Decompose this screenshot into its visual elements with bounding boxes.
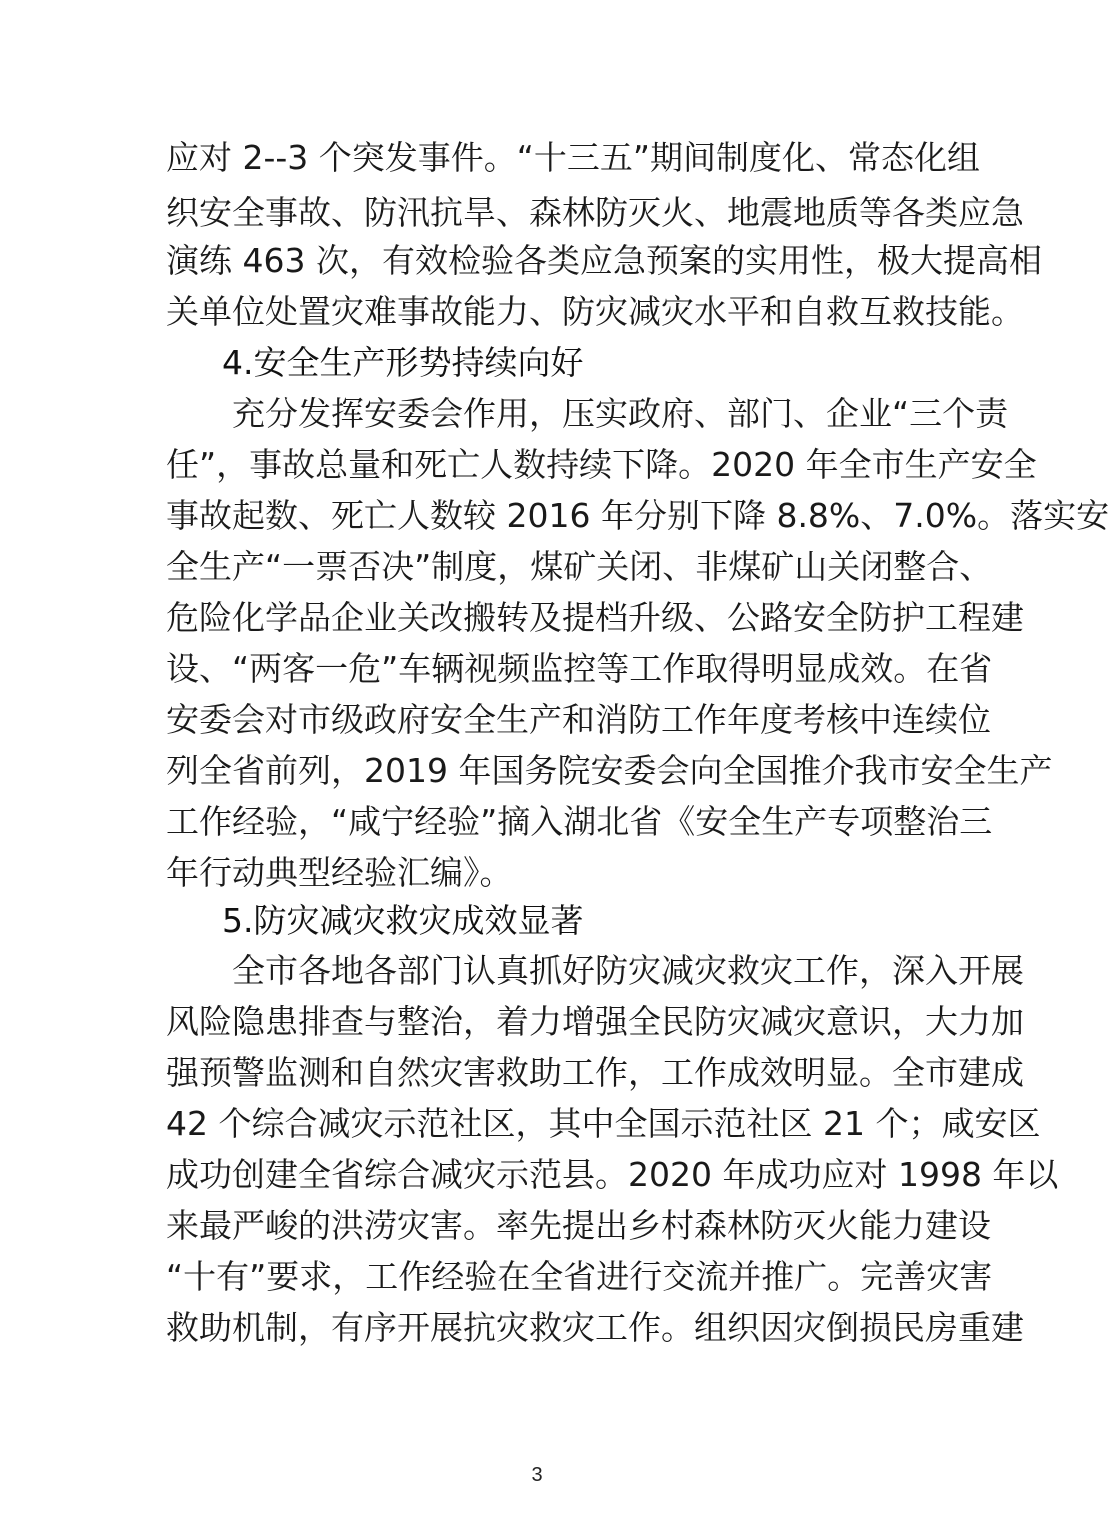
text-line: 全生产“一票否决”制度，煤矿关闭、非煤矿山关闭整合、 — [166, 547, 993, 586]
text-line: 风险隐患排查与整治，着力增强全民防灾减灾意识，大力加 — [166, 1002, 1024, 1041]
text-line: 事故起数、死亡人数较 2016 年分别下降 8.8%、7.0%。落实安 — [166, 496, 1109, 535]
text-line: 危险化学品企业关改搬转及提档升级、公路安全防护工程建 — [166, 598, 1024, 637]
text-line: 强预警监测和自然灾害救助工作，工作成效明显。全市建成 — [166, 1053, 1024, 1092]
text-line: 安委会对市级政府安全生产和消防工作年度考核中连续位 — [166, 700, 991, 739]
section-heading: 5.防灾减灾救灾成效显著 — [222, 901, 584, 940]
page-number: 3 — [531, 1464, 543, 1486]
text-line: 42 个综合减灾示范社区，其中全国示范社区 21 个；咸安区 — [166, 1104, 1041, 1143]
text-line: 列全省前列，2019 年国务院安委会向全国推介我市安全生产 — [166, 751, 1053, 790]
text-line: 应对 2--3 个突发事件。“十三五”期间制度化、常态化组 — [166, 138, 980, 177]
text-line: 织安全事故、防汛抗旱、森林防灭火、地震地质等各类应急 — [166, 193, 1024, 232]
text-line: 来最严峻的洪涝灾害。率先提出乡村森林防灭火能力建设 — [166, 1206, 991, 1245]
text-line: 充分发挥安委会作用，压实政府、部门、企业“三个责 — [232, 394, 1009, 433]
text-line: 演练 463 次，有效检验各类应急预案的实用性，极大提高相 — [166, 241, 1042, 280]
text-line: 年行动典型经验汇编》。 — [166, 853, 513, 892]
section-heading: 4.安全生产形势持续向好 — [222, 343, 584, 382]
text-line: “十有”要求，工作经验在全省进行交流并推广。完善灾害 — [166, 1257, 993, 1296]
text-line: 设、“两客一危”车辆视频监控等工作取得明显成效。在省 — [166, 649, 993, 688]
text-line: 关单位处置灾难事故能力、防灾减灾水平和自救互救技能。 — [166, 292, 1024, 331]
text-line: 救助机制，有序开展抗灾救灾工作。组织因灾倒损民房重建 — [166, 1308, 1024, 1347]
text-line: 成功创建全省综合减灾示范县。2020 年成功应对 1998 年以 — [166, 1155, 1059, 1194]
text-line: 全市各地各部门认真抓好防灾减灾救灾工作，深入开展 — [232, 951, 1024, 990]
text-line: 工作经验，“咸宁经验”摘入湖北省《安全生产专项整治三 — [166, 802, 993, 841]
text-line: 任”，事故总量和死亡人数持续下降。2020 年全市生产安全 — [166, 445, 1037, 484]
